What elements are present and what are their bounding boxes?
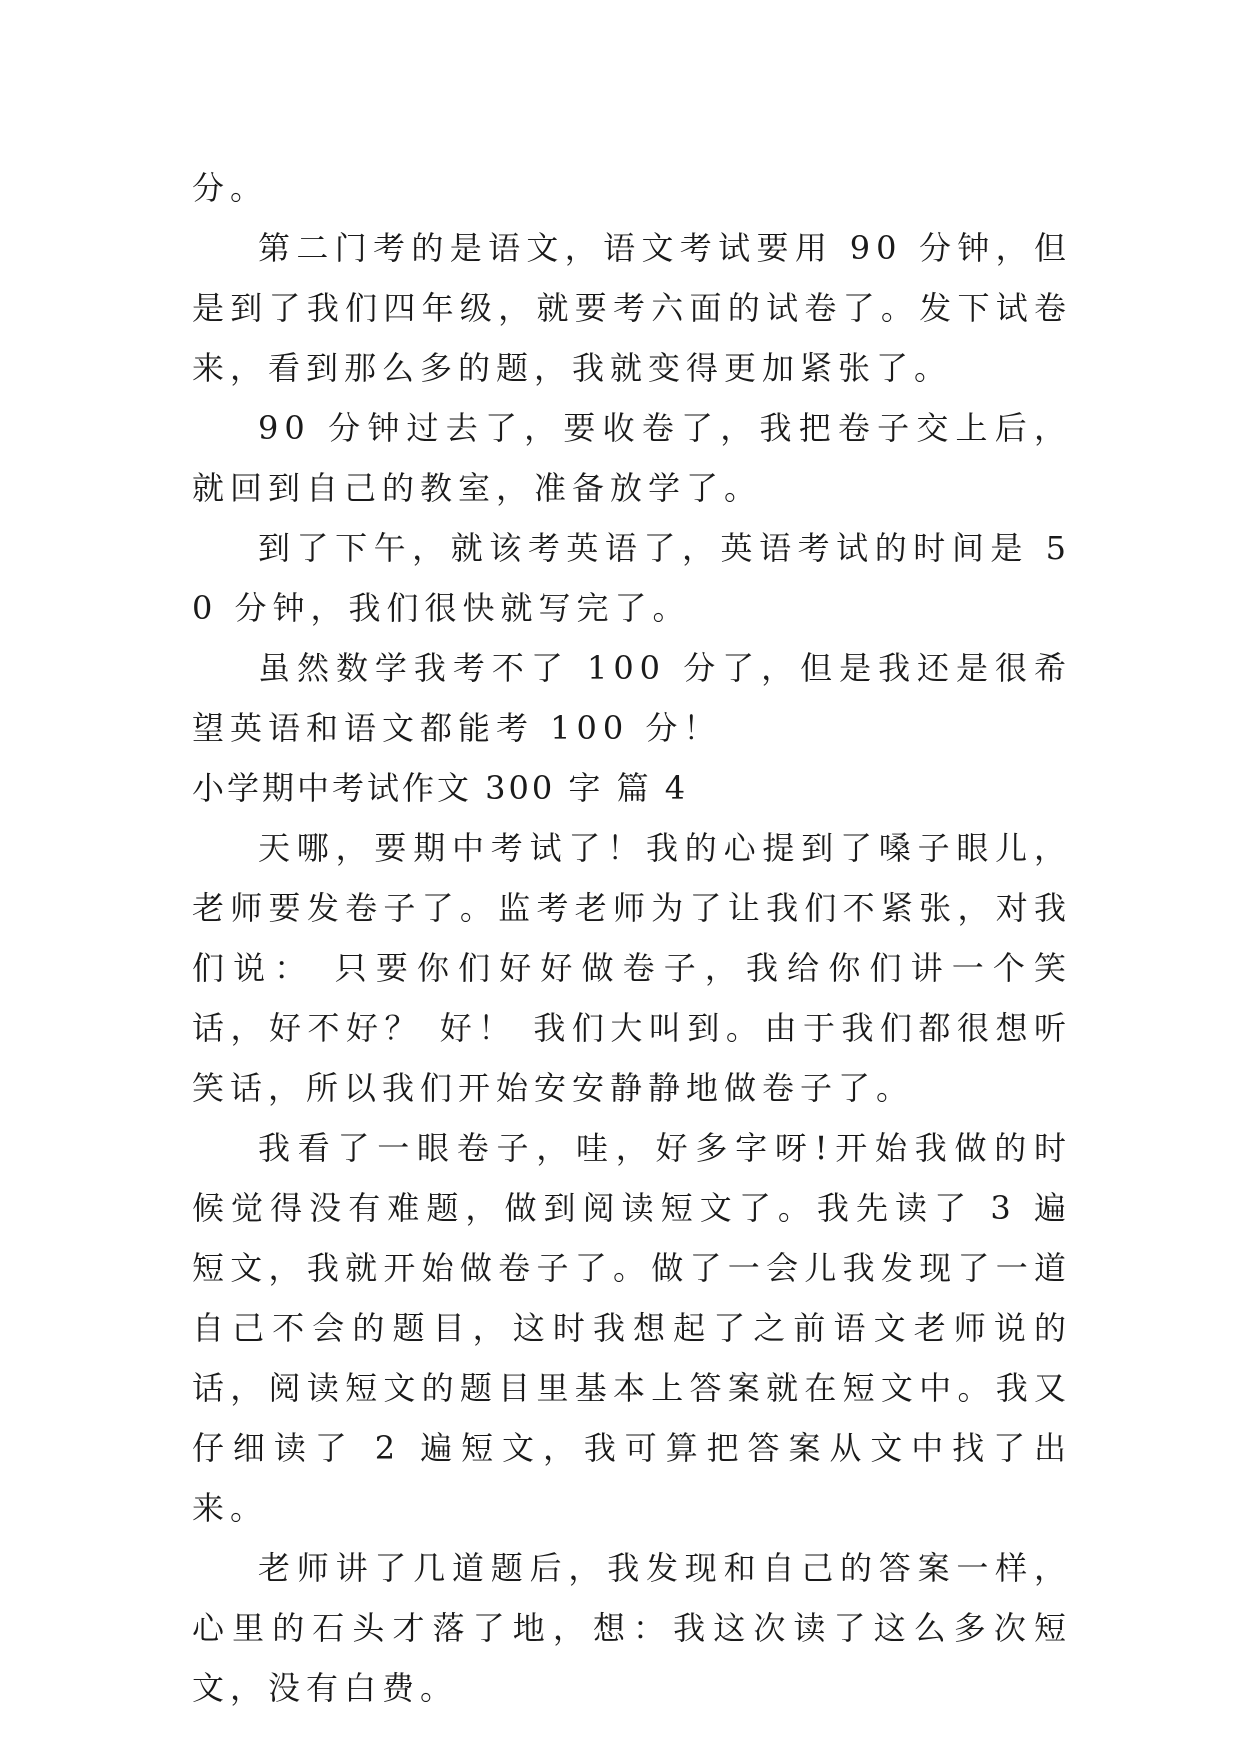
paragraph: 老师讲了几道题后，我发现和自己的答案一样，心里的石头才落了地，想：我这次读了这么多次短文，没有白费。 [192,1549,1072,1707]
paragraph: 到了下午，就该考英语了，英语考试的时间是 50 分钟，我们很快就写完了。 [192,529,1072,627]
paragraph: 第二门考的是语文，语文考试要用 90 分钟，但是到了我们四年级，就要考六面的试卷了。发下试卷来，看到那么多的题，我就变得更加紧张了。 [192,229,1072,387]
paragraph: 我看了一眼卷子，哇，好多字呀!开始我做的时候觉得没有难题，做到阅读短文了。我先读了 3 遍短文，我就开始做卷子了。做了一会儿我发现了一道自己不会的题目，这时我想起了之前语文老师说的话，阅读短文的题目里基本上答案就在短文中。我又仔细读了 2 遍短文，我可算把答案从文中找了出来。 [192,1129,1072,1527]
section-heading: 小学期中考试作文 300 字 篇 4 [192,769,689,807]
paragraph: 天哪，要期中考试了！我的心提到了嗓子眼儿，老师要发卷子了。监考老师为了让我们不紧张，对我们说： 只要你们好好做卷子，我给你们讲一个笑话，好不好？ 好！ 我们大叫到。由于我们都很想听笑话，所以我们开始安安静静地做卷子了。 [192,829,1072,1107]
paragraph: 虽然数学我考不了 100 分了，但是我还是很希望英语和语文都能考 100 分！ [192,649,1072,747]
document-body [192,158,1072,1718]
paragraph: 90 分钟过去了，要收卷了，我把卷子交上后，就回到自己的教室，准备放学了。 [192,409,1072,507]
continuation-text: 分。 [192,169,269,207]
